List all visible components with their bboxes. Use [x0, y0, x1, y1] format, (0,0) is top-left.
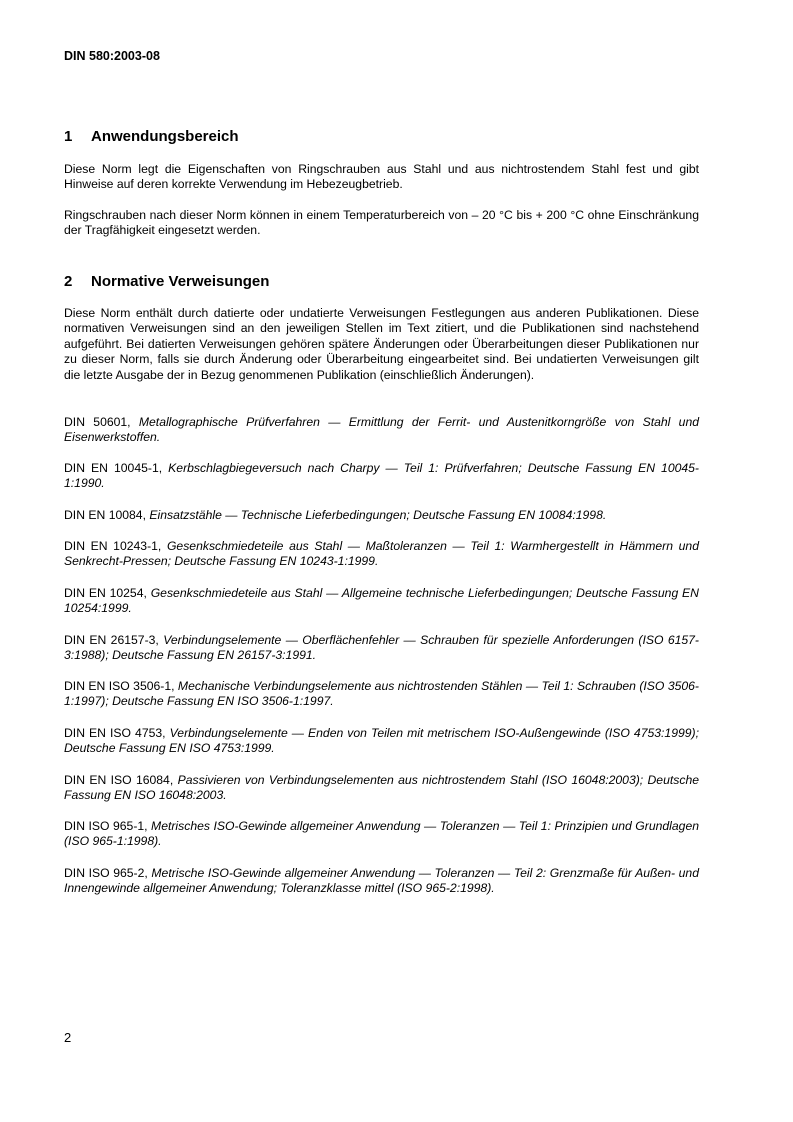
reference-code: DIN EN 10045-1,: [64, 461, 169, 475]
reference-title: Mechanische Verbindungselemente aus nichtrostenden Stählen — Teil 1: Schrauben (ISO 3506-1:1997); Deutsche Fassung EN ISO 3506-1:1997.: [64, 679, 699, 709]
reference-code: DIN EN ISO 3506-1,: [64, 679, 178, 693]
reference-item: [64, 819, 699, 850]
reference-code: DIN EN ISO 4753,: [64, 726, 170, 740]
reference-item: [64, 586, 699, 617]
reference-item: [64, 726, 699, 757]
reference-title: Verbindungselemente — Enden von Teilen mit metrischem ISO-Außengewinde (ISO 4753:1999); Deutsche Fassung EN ISO 4753:1999.: [64, 726, 699, 756]
reference-title: Passivieren von Verbindungselementen aus nichtrostendem Stahl (ISO 16048:2003); Deutsche Fassung EN ISO 16048:2003.: [64, 773, 699, 803]
section-1-title: Anwendungsbereich: [91, 128, 239, 145]
page-number: 2: [64, 1030, 72, 1045]
reference-code: DIN EN 10243-1,: [64, 539, 167, 553]
reference-title: Kerbschlagbiegeversuch nach Charpy — Teil 1: Prüfverfahren; Deutsche Fassung EN 10045-1:1990.: [64, 461, 699, 491]
reference-item: [64, 679, 699, 710]
reference-title: Gesenkschmiedeteile aus Stahl — Allgemeine technische Lieferbedingungen; Deutsche Fassung EN 10254:1999.: [64, 586, 699, 616]
reference-code: DIN EN 10254,: [64, 586, 151, 600]
reference-code: DIN ISO 965-1,: [64, 819, 152, 833]
reference-item: [64, 539, 699, 570]
section-1-number: 1: [64, 128, 73, 145]
reference-title: Metrisches ISO-Gewinde allgemeiner Anwendung — Toleranzen — Teil 1: Prinzipien und Grundlagen (ISO 965-1:1998).: [64, 819, 700, 849]
section-1-paragraph-1: Diese Norm legt die Eigenschaften von Ringschrauben aus Stahl und aus nichtrostendem Stahl fest und gibt Hinweise auf deren korrekte Verwendung im Hebezeugbetrieb.: [64, 162, 699, 192]
reference-code: DIN EN 10084,: [64, 508, 150, 522]
section-2-heading: [64, 273, 269, 290]
document-id: DIN 580:2003-08: [64, 49, 160, 63]
reference-item: [64, 773, 699, 804]
reference-title: Gesenkschmiedeteile aus Stahl — Maßtoleranzen — Teil 1: Warmhergestellt in Hämmern und Senkrecht-Pressen; Deutsche Fassung EN 10243-1:1999.: [64, 539, 699, 569]
reference-item: [64, 461, 699, 492]
section-1-paragraph-2: Ringschrauben nach dieser Norm können in einem Temperaturbereich von – 20 °C bis + 200 °C ohne Einschränkung der Tragfähigkeit eingesetzt werden.: [64, 208, 699, 238]
reference-item: [64, 633, 699, 664]
reference-item: [64, 508, 699, 523]
reference-code: DIN ISO 965-2,: [64, 866, 152, 880]
section-2-number: 2: [64, 273, 73, 290]
reference-item: [64, 415, 699, 446]
reference-code: DIN 50601,: [64, 415, 139, 429]
reference-title: Metrische ISO-Gewinde allgemeiner Anwendung — Toleranzen — Teil 2: Grenzmaße für Außen- und Innengewinde allgemeiner Anwendung; Toleranzklasse mittel (ISO 965-2:1998).: [64, 866, 699, 896]
reference-item: [64, 866, 699, 897]
section-2-title: Normative Verweisungen: [91, 273, 270, 290]
reference-title: Metallographische Prüfverfahren — Ermittlung der Ferrit- und Austenitkorngröße von Stahl und Eisenwerkstoffen.: [64, 415, 699, 445]
reference-code: DIN EN 26157-3,: [64, 633, 164, 647]
section-2-intro: Diese Norm enthält durch datierte oder undatierte Verweisungen Festlegungen aus anderen Publikationen. Diese normativen Verweisungen sind an den jeweiligen Stellen im Text zitiert, und die Publikationen sind nachstehend aufgeführt. Bei datierten Verweisungen gehören spätere Änderungen oder Überarbeitungen dieser Publikationen nur zu dieser Norm, falls sie durch Änderung oder Überarbeitung eingearbeitet sind. Bei undatierten Verweisungen gilt die letzte Ausgabe der in Bezug genommenen Publikation (einschließlich Änderungen).: [64, 306, 699, 382]
reference-code: DIN EN ISO 16084,: [64, 773, 178, 787]
section-1-heading: [64, 128, 239, 145]
reference-title: Verbindungselemente — Oberflächenfehler — Schrauben für spezielle Anforderungen (ISO 6157-3:1988); Deutsche Fassung EN 26157-3:1991.: [64, 633, 699, 663]
reference-title: Einsatzstähle — Technische Lieferbedingungen; Deutsche Fassung EN 10084:1998.: [149, 508, 607, 522]
